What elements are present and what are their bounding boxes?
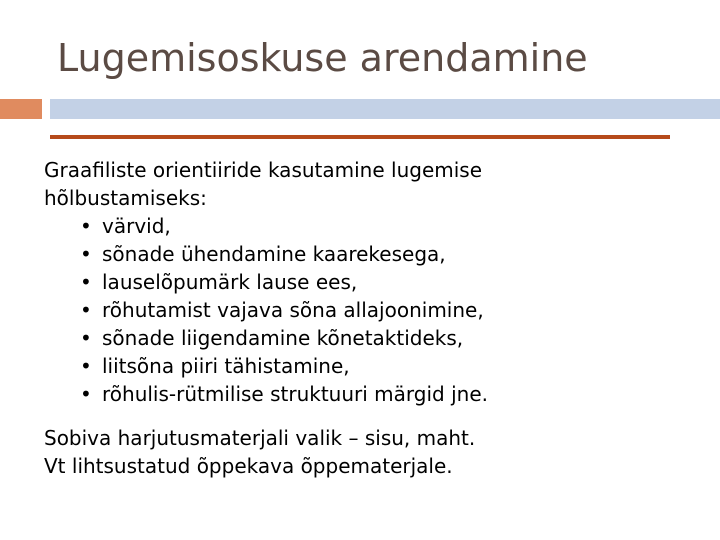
bullet-icon: • xyxy=(80,270,92,294)
intro-line-2: hõlbustamiseks: xyxy=(44,186,207,210)
intro-line-1: Graafiliste orientiiride kasutamine lugemise xyxy=(44,158,483,182)
bullet-list xyxy=(44,212,488,408)
slide-body xyxy=(44,156,488,480)
bullet-icon: • xyxy=(80,382,92,406)
header-bar xyxy=(50,99,720,119)
bullet-icon: • xyxy=(80,326,92,350)
closing-line-2: Vt lihtsustatud õppekava õppematerjale. xyxy=(44,454,453,478)
spacer xyxy=(44,408,488,424)
bullet-text: sõnade ühendamine kaarekesega, xyxy=(102,242,446,266)
slide-title: Lugemisoskuse arendamine xyxy=(57,36,588,80)
closing-line-1: Sobiva harjutusmaterjali valik – sisu, maht. xyxy=(44,426,476,450)
list-item xyxy=(80,296,488,324)
list-item xyxy=(80,240,488,268)
list-item xyxy=(80,380,488,408)
bullet-text: rõhutamist vajava sõna allajoonimine, xyxy=(102,298,484,322)
bullet-icon: • xyxy=(80,214,92,238)
accent-square xyxy=(0,99,42,119)
bullet-text: liitsõna piiri tähistamine, xyxy=(102,354,350,378)
bullet-text: värvid, xyxy=(102,214,171,238)
bullet-icon: • xyxy=(80,242,92,266)
list-item xyxy=(80,324,488,352)
list-item xyxy=(80,268,488,296)
list-item xyxy=(80,352,488,380)
bullet-text: rõhulis-rütmilise struktuuri märgid jne. xyxy=(102,382,488,406)
bullet-text: lauselõpumärk lause ees, xyxy=(102,270,358,294)
list-item xyxy=(80,212,488,240)
bullet-text: sõnade liigendamine kõnetaktideks, xyxy=(102,326,464,350)
bullet-icon: • xyxy=(80,354,92,378)
title-underline xyxy=(50,135,670,139)
bullet-icon: • xyxy=(80,298,92,322)
